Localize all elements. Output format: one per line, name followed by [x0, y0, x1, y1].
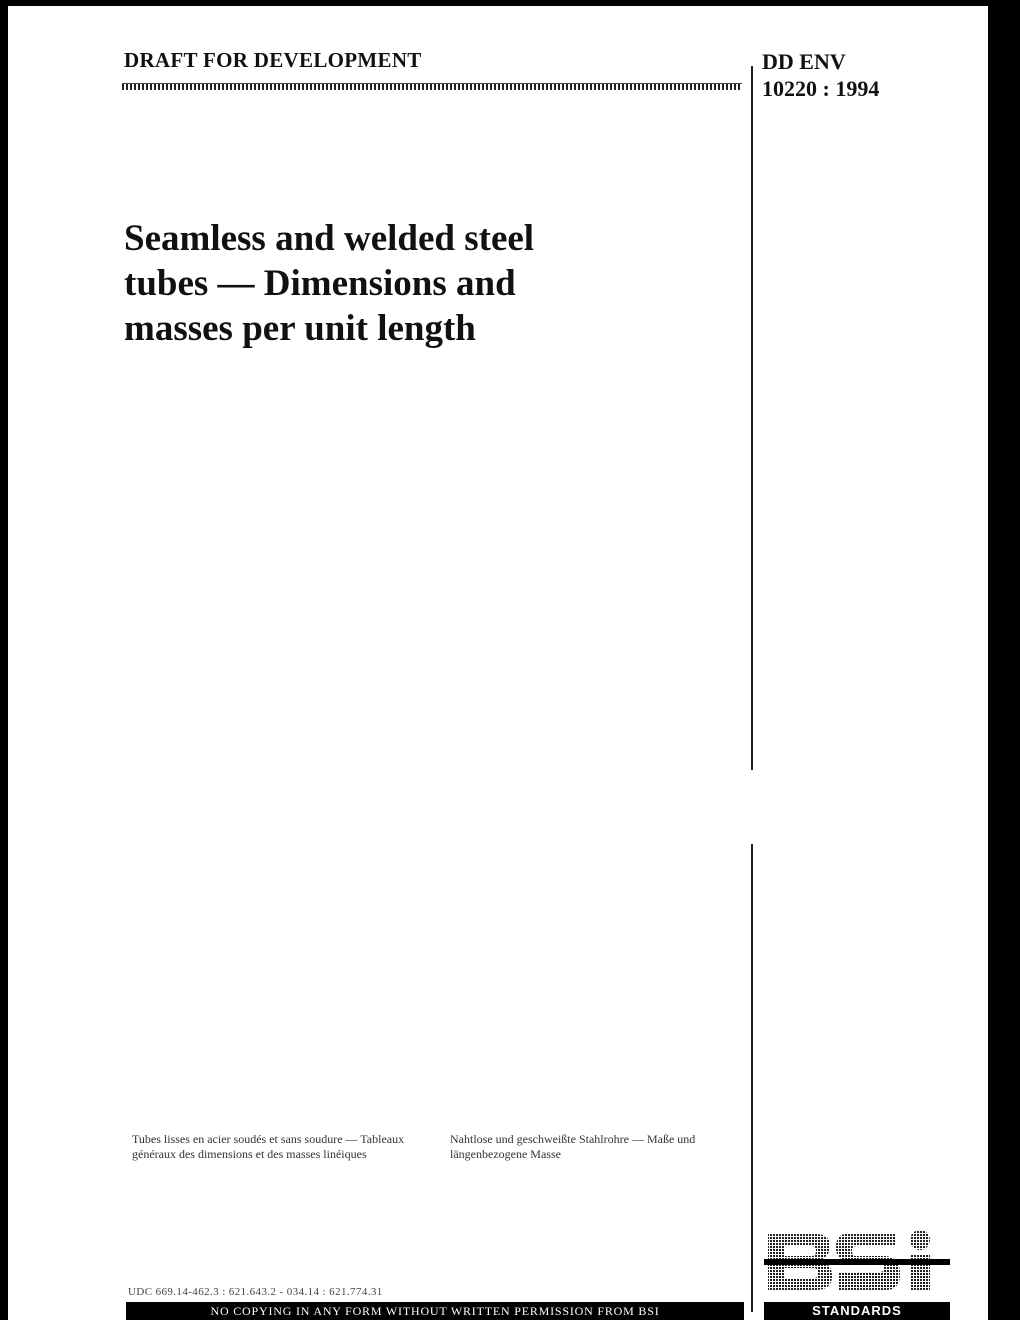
page-edge [1008, 0, 1020, 1320]
standard-number-line2: 10220 : 1994 [762, 76, 880, 101]
french-title: Tubes lisses en acier soudés et sans soudure — Tableaux généraux des dimensions et des masses linéiques [132, 1132, 405, 1161]
title-line1: Seamless and welded steel [124, 218, 535, 259]
german-title: Nahtlose und geschweißte Stahlrohre — Maße und längenbezogene Masse [450, 1132, 696, 1161]
udc-code: UDC 669.14-462.3 : 621.643.2 - 034.14 : 621.774.31 [128, 1286, 383, 1298]
document-title [124, 216, 724, 351]
vertical-divider-bottom [751, 844, 753, 1312]
bsi-logo-icon [764, 1228, 950, 1300]
document-type-label: DRAFT FOR DEVELOPMENT [124, 48, 422, 72]
vertical-divider-top [751, 66, 753, 770]
standard-number-line1: DD ENV [762, 49, 846, 74]
bsi-logo [764, 1228, 950, 1320]
standard-number [762, 48, 879, 102]
document-page [8, 6, 988, 1320]
bsi-standards-label: STANDARDS [764, 1302, 950, 1320]
title-line2: tubes — Dimensions and [124, 263, 516, 304]
copyright-notice-bar: NO COPYING IN ANY FORM WITHOUT WRITTEN PERMISSION FROM BSI [126, 1302, 744, 1320]
header-rule [122, 83, 742, 90]
title-line3: masses per unit length [124, 308, 476, 349]
